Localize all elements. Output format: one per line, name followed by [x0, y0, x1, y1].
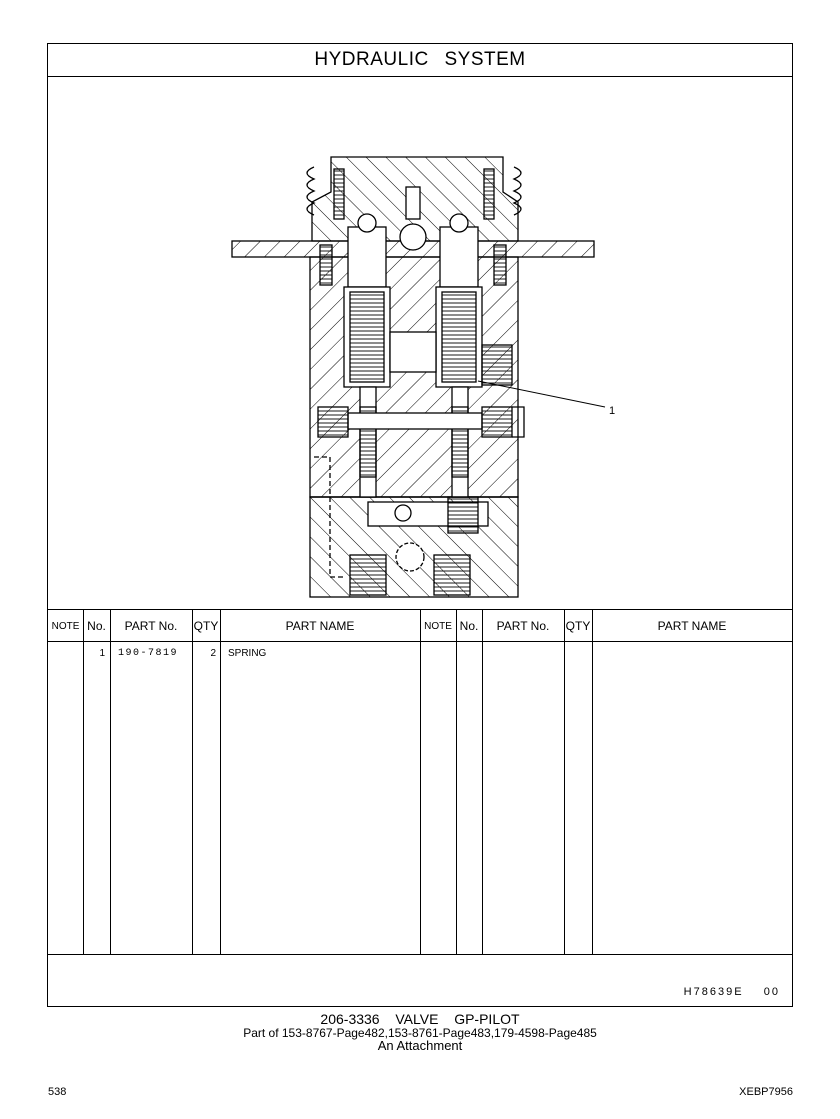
- spring-right: [442, 292, 476, 382]
- header-part-no: PART No.: [124, 619, 178, 633]
- caption-note: An Attachment: [377, 1038, 463, 1053]
- row-qty: 2: [210, 648, 216, 659]
- header-note-2: NOTE: [424, 620, 452, 632]
- row-no: 1: [99, 648, 105, 659]
- callout-label: 1: [609, 405, 616, 417]
- caption-references: Part of 153-8767-Page482,153-8761-Page483,179-4598-Page485: [243, 1026, 597, 1040]
- header-qty: QTY: [193, 619, 219, 633]
- header-no-2: No.: [459, 619, 479, 633]
- header-no: No.: [87, 619, 106, 633]
- row-part-name: SPRING: [228, 648, 267, 659]
- caption-title: 206-3336 VALVE GP-PILOT: [320, 1011, 520, 1027]
- parts-page-frame: [47, 43, 793, 1007]
- spring-left: [350, 292, 384, 382]
- header-part-no-2: PART No.: [496, 619, 550, 633]
- row-part-no: 190-7819: [118, 648, 179, 659]
- title-bar: [48, 44, 792, 77]
- drawing-code: H78639E 00: [683, 986, 780, 998]
- header-part-name: PART NAME: [285, 619, 355, 633]
- page-title: HYDRAULIC SYSTEM: [314, 49, 526, 70]
- header-note: NOTE: [51, 620, 80, 632]
- drawing-code-box: [48, 954, 792, 1006]
- parts-table: [48, 609, 792, 954]
- valve-cross-section-diagram: [48, 77, 791, 609]
- page-number: 538: [48, 1086, 67, 1098]
- document-code: XEBP7956: [739, 1086, 793, 1098]
- header-part-name-2: PART NAME: [657, 619, 727, 633]
- header-qty-2: QTY: [565, 619, 591, 633]
- drawing-area: [48, 77, 792, 609]
